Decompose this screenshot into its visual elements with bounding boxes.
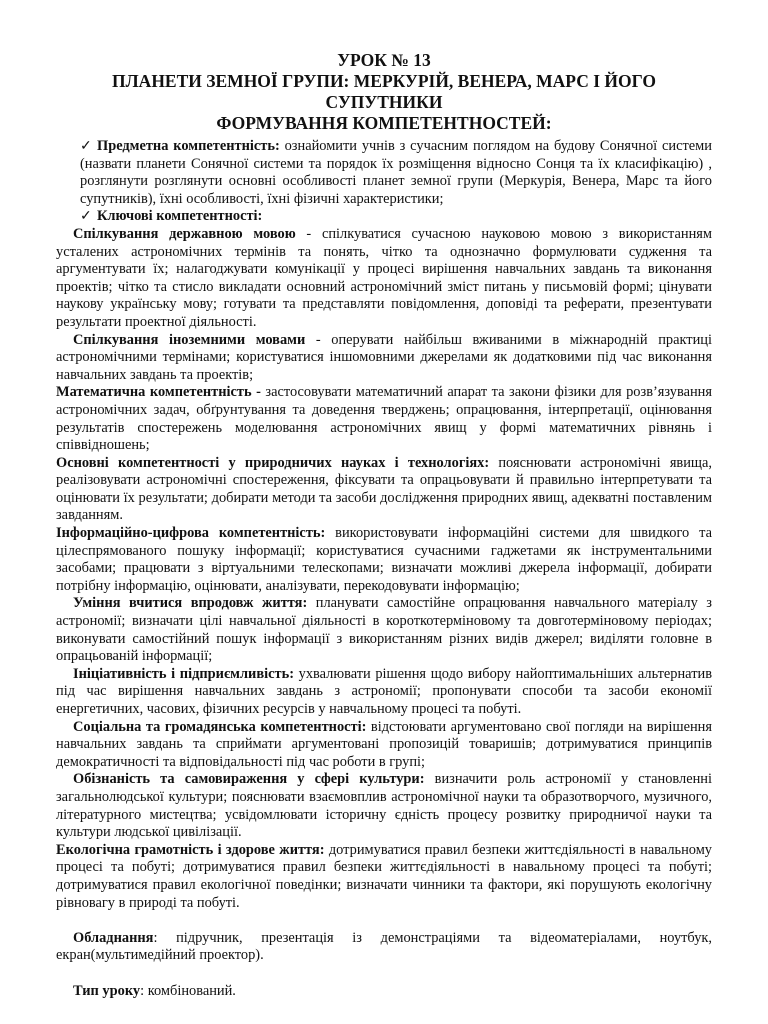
foreign-language-paragraph <box>56 332 712 385</box>
science-competence-paragraph <box>56 455 712 525</box>
foreign-language-text: - оперувати найбільш вживаними в міжнародній практиці астрономічними термінами; користуватися іншомовними джерелами як додатковими під час виконання навчальних завдань та проектів; <box>56 331 712 383</box>
ecology-text: дотримуватися правил безпеки життєдіяльності в навальному процесі та побуті; дотримуватися правил безпеки життєдіяльності в навальному процесі та побуті; дотримуватися правил екологічної поведінки; визначати чинники та фактори, які порушують екологічну рівновагу в природі та побуті. <box>56 841 712 911</box>
equipment-text: : підручник, презентація із демонстраціями та відеоматеріалами, ноутбук, екран(мультимедійний проектор). <box>56 929 712 964</box>
equipment-paragraph <box>56 930 712 965</box>
math-competence-text: застосовувати математичний апарат та закони фізики для розв’язування астрономічних задач, обґрунтування та доведення тверджень; опрацювання, інтерпретації, оцінювання результатів спостережень моделювання астрономічних явищ у формі математичних рівнянь і співвідношень; <box>56 384 712 454</box>
title-block <box>56 50 712 134</box>
checkmark-icon: ✓ <box>80 139 92 154</box>
lesson-topic-line-2: СУПУТНИКИ <box>325 92 443 112</box>
science-competence-text: пояснювати астрономічні явища, реалізовувати астрономічні спостереження, фіксувати та опрацьовувати й правильно інтерпретувати та оцінювати їх результати; добирати методи та засоби дослідження природних явищ, адекватні поставленим завданням. <box>56 454 712 524</box>
document-body <box>56 138 712 1000</box>
civic-competence-label: Соціальна та громадянська компетентності: <box>73 718 367 735</box>
culture-paragraph <box>56 771 712 841</box>
lesson-type-paragraph <box>56 983 712 1001</box>
digital-competence-label: Інформаційно-цифрова компетентність: <box>56 525 326 542</box>
initiative-paragraph <box>56 666 712 719</box>
lifelong-learning-label: Уміння вчитися впродовж життя: <box>73 595 308 612</box>
lesson-topic-line-1: ПЛАНЕТИ ЗЕМНОЇ ГРУПИ: МЕРКУРІЙ, ВЕНЕРА, МАРС І ЙОГО <box>112 71 656 91</box>
civic-competence-paragraph <box>56 719 712 772</box>
culture-text: визначити роль астрономії у становленні загальнолюдської культури; пояснювати взаємовплив астрономічної науки та образотворчого, музичного, літературного мистецтва; усвідомлювати історичну єдність процесу розвитку природничої науки та культури людської цивілізації. <box>56 771 712 841</box>
state-language-text: - спілкуватися сучасною науковою мовою з використанням усталених астрономічних термінів та понять, чітко та однозначно формулювати судження та аргументувати їх; налагоджувати комунікації у процесі вирішення навчальних завдань та виконання проектів; чітко та стисло викладати основний астрономічний зміст питань у письмовій формі; цінувати наукову українську мову; готувати та представляти повідомлення, доповіді та реферати, презентувати результати проектної діяльності. <box>56 225 712 330</box>
digital-competence-paragraph <box>56 525 712 595</box>
key-competences-label: Ключові компетентності: <box>97 208 263 225</box>
math-competence-paragraph <box>56 384 712 454</box>
digital-competence-text: використовувати інформаційні системи для швидкого та цілеспрямованого пошуку інформації; користуватися сучасними гаджетами як інструментальними засобами; працювати з віртуальними телескопами; визначати можливі джерела інформації, добирати потрібну інформацію, оцінювати, аналізувати, перекодовувати інформацію; <box>56 525 712 594</box>
section-heading: ФОРМУВАННЯ КОМПЕТЕНТНОСТЕЙ: <box>216 113 552 133</box>
initiative-label: Ініціативність і підприємливість: <box>73 665 294 682</box>
state-language-label: Спілкування державною мовою <box>73 225 296 242</box>
civic-competence-text: відстоювати аргументовано свої погляди на вирішення навчальних завдань та сприймати аргументовані пропозицій товаришів; дотримуватися принципів демократичності та відповідальності під час роботи в групі; <box>56 718 712 770</box>
spacer <box>56 912 712 930</box>
lifelong-learning-text: планувати самостійне опрацювання навчального матеріалу з астрономії; визначати цілі навчальної діяльності в короткотерміновому та довготерміновому періодах; виконувати самостійний пошук інформації з використанням різних видів джерел; виділяти головне в опрацьованій інформації; <box>56 595 712 665</box>
subject-competence-text: ознайомити учнів з сучасним поглядом на будову Сонячної системи (назвати планети Сонячної системи та порядок їх розміщення відносно Сонця та їх класифікацію) , розглянути розглянути основні особливості планет земної групи (Меркурія, Венера, Марс та його супутників), їхні особливості, їхні фізичні характеристики; <box>80 138 712 207</box>
lifelong-learning-paragraph <box>56 595 712 665</box>
equipment-label: Обладнання <box>73 929 154 946</box>
math-competence-label: Математична компетентність - <box>56 384 261 401</box>
subject-competence-label: Предметна компетентність: <box>97 138 280 154</box>
lesson-number: УРОК № 13 <box>337 50 431 70</box>
lesson-type-label: Тип уроку <box>73 982 141 999</box>
spacer <box>56 965 712 983</box>
initiative-text: ухвалювати рішення щодо вибору найоптимальніших альтернатив під час вирішення навчальних завдань з астрономії; пропонувати способи та засоби економії енергетичних, часових, фізичних ресурсів у навчальному процесі та побуті. <box>56 665 712 717</box>
foreign-language-label: Спілкування іноземними мовами <box>73 331 306 348</box>
lesson-type-text: : комбінований. <box>140 982 236 999</box>
checkmark-icon: ✓ <box>80 209 92 225</box>
state-language-paragraph <box>56 226 712 332</box>
key-competences-paragraph <box>56 208 712 226</box>
ecology-paragraph <box>56 842 712 912</box>
culture-label: Обізнаність та самовираження у сфері культури: <box>73 771 425 788</box>
ecology-label: Екологічна грамотність і здорове життя: <box>56 841 325 858</box>
subject-competence-paragraph <box>56 138 712 208</box>
science-competence-label: Основні компетентності у природничих науках і технологіях: <box>56 454 490 471</box>
